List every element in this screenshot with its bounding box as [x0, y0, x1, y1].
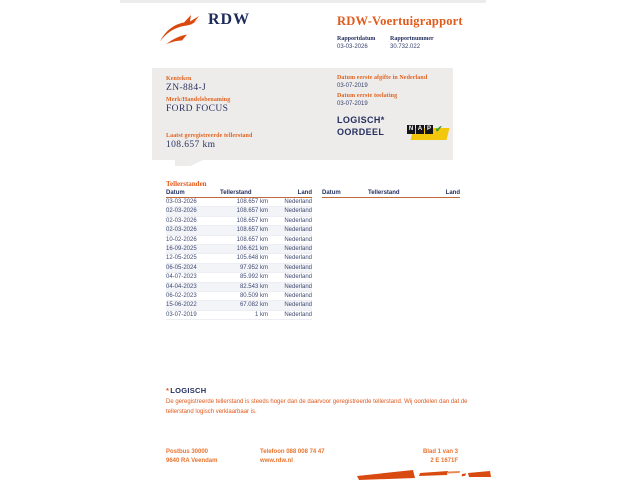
page-top-divider [120, 0, 486, 3]
nap-letter-p: P [426, 126, 431, 132]
table-row [166, 254, 312, 263]
footer-phone: Telefoon 088 008 74 47 [260, 449, 325, 455]
column-header-datum: Datum [166, 190, 185, 196]
table-row [166, 198, 312, 207]
cell-datum: 10-02-2026 [166, 236, 197, 243]
summary-box-tail [175, 160, 203, 166]
cell-land: Nederland [284, 264, 312, 271]
merk-value: FORD FOCUS [166, 104, 229, 114]
table-row [166, 292, 312, 301]
cell-land: Nederland [284, 199, 312, 205]
cell-land: Nederland [284, 245, 312, 252]
footnote-title: LOGISCH [170, 386, 207, 395]
page-footer [166, 448, 458, 466]
column-header-land: Land [445, 190, 460, 196]
summary-left-column [166, 76, 252, 150]
table-row [166, 264, 312, 273]
footer-address [166, 448, 260, 466]
footer-address-line1: Postbus 30000 [166, 449, 209, 455]
cell-datum: 02-03-2026 [166, 217, 197, 224]
cell-datum: 15-06-2022 [166, 302, 197, 309]
cell-tellerstand: 82.543 km [239, 283, 268, 290]
laatste-tellerstand-label: Laatst geregistreerde tellerstand [166, 133, 253, 139]
report-date-label: Rapportdatum [337, 36, 376, 42]
cell-datum: 03-03-2026 [166, 199, 197, 205]
footnote-marker: * [166, 386, 170, 395]
cell-tellerstand: 85.992 km [239, 274, 268, 281]
cell-tellerstand: 106.621 km [236, 245, 268, 252]
report-number-label: Rapportnummer [390, 36, 434, 42]
cell-tellerstand: 105.648 km [236, 255, 268, 262]
eerste-afgifte-value: 03-07-2019 [337, 82, 368, 89]
cell-land: Nederland [284, 311, 312, 318]
footer-contact [260, 448, 423, 466]
nap-letter-a: A [417, 126, 423, 132]
cell-tellerstand: 1 km [254, 311, 268, 318]
merk-label: Merk/Handelsbenaming [166, 97, 231, 103]
logisch-footnote [166, 386, 468, 417]
column-header-tellerstand: Tellerstand [220, 190, 252, 196]
table-header-row [322, 189, 460, 198]
cell-land: Nederland [284, 292, 312, 299]
cell-datum: 04-04-2023 [166, 283, 197, 290]
oordeel-line2: OORDEEL [337, 127, 385, 137]
cell-datum: 04-07-2023 [166, 274, 197, 281]
cell-tellerstand: 108.657 km [236, 236, 268, 243]
column-header-datum: Datum [322, 190, 341, 196]
laatste-tellerstand-value: 108.657 km [166, 140, 216, 150]
eerste-afgifte-label: Datum eerste afgifte in Nederland [337, 75, 428, 81]
summary-right-column [337, 75, 453, 139]
footer-address-line2: 9640 RA Veendam [166, 458, 218, 464]
tellerstanden-title: Tellerstanden [166, 180, 207, 188]
table-row [166, 283, 312, 292]
table-row [166, 273, 312, 282]
nap-check-icon: ✔ [435, 124, 443, 134]
oordeel-line1: LOGISCH* [337, 114, 385, 125]
cell-datum: 03-07-2019 [166, 311, 197, 318]
cell-land: Nederland [284, 302, 312, 309]
cell-datum: 16-09-2025 [166, 245, 197, 252]
cell-tellerstand: 108.657 km [236, 199, 268, 205]
cell-datum: 12-05-2025 [166, 255, 197, 262]
table-row [166, 207, 312, 216]
cell-tellerstand: 80.509 km [239, 292, 268, 299]
cell-tellerstand: 108.657 km [236, 208, 268, 215]
cell-tellerstand: 108.657 km [236, 217, 268, 224]
cell-tellerstand: 108.657 km [236, 227, 268, 234]
report-title: RDW-Voertuigrapport [337, 14, 463, 28]
footer-page-number: Blad 1 van 3 [422, 449, 458, 455]
cell-tellerstand: 67.082 km [239, 302, 268, 309]
cell-datum: 06-02-2023 [166, 292, 197, 299]
cell-datum: 02-03-2026 [166, 227, 197, 234]
cell-tellerstand: 97.952 km [239, 264, 268, 271]
kenteken-value: ZN-884-J [166, 83, 207, 93]
cell-datum: 02-03-2026 [166, 208, 197, 215]
footnote-heading [166, 386, 468, 395]
table-row [166, 226, 312, 235]
cell-land: Nederland [284, 227, 312, 234]
nap-letter-n: N [408, 126, 414, 132]
table-header-row [166, 189, 312, 198]
footer-form-code: 2 E 1671F [430, 458, 458, 464]
eerste-toelating-value: 03-07-2019 [337, 100, 368, 107]
kenteken-label: Kenteken [166, 76, 192, 82]
report-date-value: 03-03-2026 [337, 44, 368, 50]
report-number-value: 30.732.022 [390, 44, 421, 50]
table-row [166, 301, 312, 310]
cell-land: Nederland [284, 255, 312, 262]
column-header-land: Land [297, 190, 312, 196]
cell-land: Nederland [284, 236, 312, 243]
table-body [166, 198, 312, 320]
cell-land: Nederland [284, 283, 312, 290]
cell-land: Nederland [284, 208, 312, 215]
tellerstanden-table-right [322, 189, 460, 198]
bottom-bird-fragment-icon [356, 467, 492, 480]
table-row [166, 311, 312, 320]
cell-land: Nederland [284, 274, 312, 281]
footnote-text: De geregistreerde tellerstand is steeds hoger dan de daarvoor geregistreerde tellerstand. Wij oordelen dan dat de tellerstand logisch verklaarbaar is. [166, 399, 468, 415]
rdw-wordmark: RDW [208, 11, 251, 28]
cell-datum: 06-05-2024 [166, 264, 197, 271]
eerste-toelating-label: Datum eerste toelating [337, 93, 398, 99]
footer-page-info [423, 448, 458, 466]
cell-land: Nederland [284, 217, 312, 224]
column-header-tellerstand: Tellerstand [368, 190, 400, 196]
table-row [166, 217, 312, 226]
table-row [166, 236, 312, 245]
tellerstanden-table-left [166, 189, 312, 320]
footer-website-link[interactable]: www.rdw.nl [260, 458, 293, 464]
rdw-logo-bird-icon [156, 15, 204, 46]
nap-logo-icon [407, 125, 451, 143]
report-meta [337, 36, 434, 50]
table-row [166, 245, 312, 254]
vehicle-summary-box [152, 68, 453, 160]
